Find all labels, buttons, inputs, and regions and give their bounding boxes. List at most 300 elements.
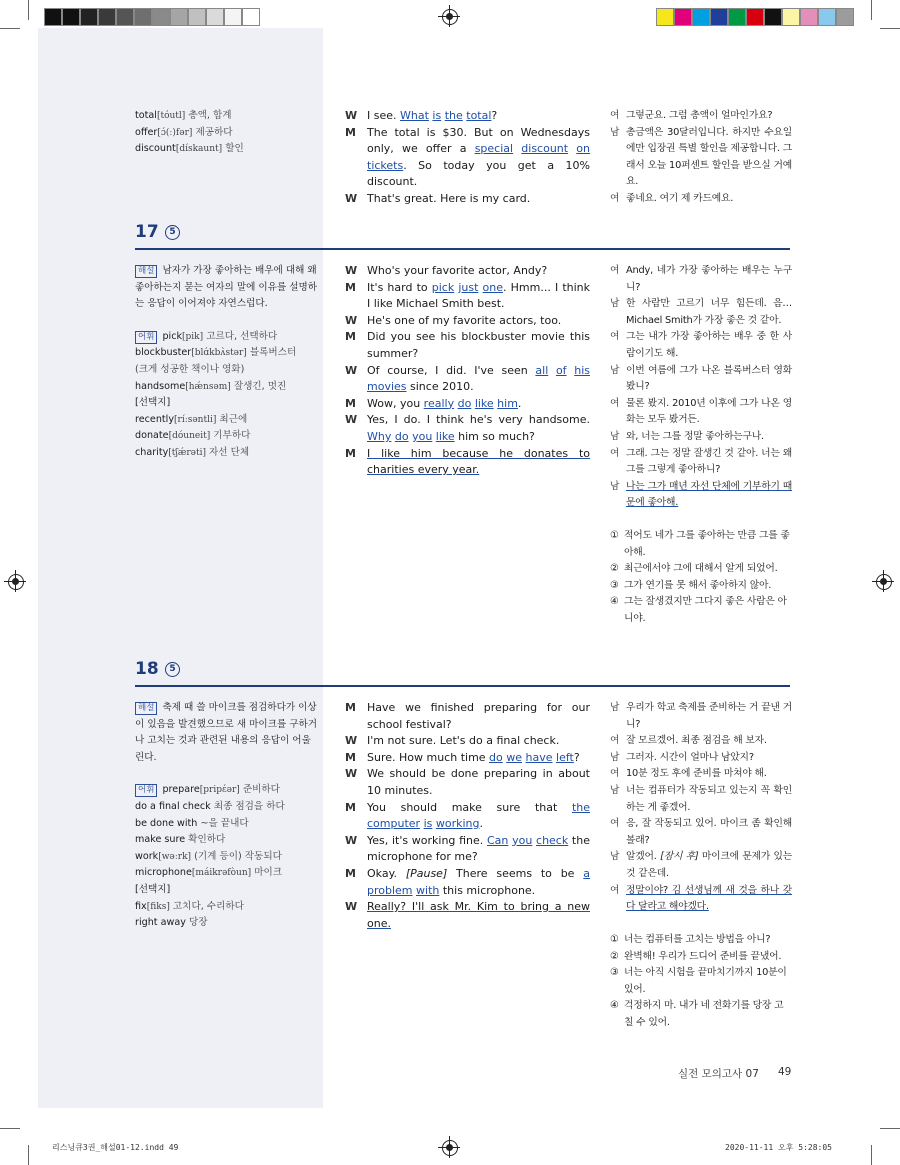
gray-swatch xyxy=(80,8,98,26)
dictation-blank: really xyxy=(423,396,455,410)
text-segment: Of course, I did. I've seen xyxy=(367,363,536,377)
choice-number: ② xyxy=(610,950,619,962)
choice-number: ① xyxy=(610,530,619,541)
vocab-row xyxy=(135,362,320,379)
vocab-row xyxy=(135,849,320,866)
explanation-text: 남자가 가장 좋아하는 배우에 대해 왜 좋아하는지 묻는 여자의 말에 이유를 설명하는 응답이 이어져야 자연스럽다. xyxy=(135,265,318,310)
vocab-word: prepare xyxy=(162,784,200,796)
text-segment: 응, 잘 작동되고 있어. 마이크 좀 확인해 볼래? xyxy=(626,818,792,846)
script-line xyxy=(610,191,792,208)
speaker-label: 여 xyxy=(610,884,620,896)
text-segment: He's one of my favorite actors, too. xyxy=(367,313,562,327)
answer-line: 정말이야? 김 선생님께 새 것을 하나 갖다 달라고 해야겠다. xyxy=(626,884,792,913)
section-rule xyxy=(135,685,790,687)
choice-number: ④ xyxy=(610,596,619,608)
speaker-label: 남 xyxy=(610,364,620,376)
answer-circle: 5 xyxy=(165,662,180,677)
vocab-meaning: 제공하다 xyxy=(195,126,233,138)
gray-swatch xyxy=(98,8,116,26)
script-line xyxy=(345,446,590,479)
text-segment: I'm not sure. Let's do a final check. xyxy=(367,734,560,748)
crop-mark xyxy=(28,0,29,20)
answer-choice xyxy=(610,578,792,595)
script-line xyxy=(345,750,590,767)
dictation-blank: is xyxy=(423,817,433,831)
registration-mark-left xyxy=(8,574,24,590)
vocab-word: total xyxy=(135,110,157,121)
q17-choices xyxy=(610,528,792,628)
line-text xyxy=(626,263,792,296)
speaker-label: 여 xyxy=(610,735,620,747)
dictation-blank: Can xyxy=(486,833,509,847)
text-segment: I see. xyxy=(367,109,400,122)
line-text xyxy=(367,800,590,833)
vocab-meaning: 고르다, 선택하다 xyxy=(206,330,278,342)
text-segment: Who's your favorite actor, Andy? xyxy=(367,264,548,277)
vocab-meaning: 당장 xyxy=(188,917,208,929)
vocab-row xyxy=(135,412,320,429)
vocab-meaning: 기부하다 xyxy=(213,430,251,442)
slug-file: 리스닝큐3권_해설01-12.indd 49 xyxy=(52,1143,179,1152)
dictation-blank: do xyxy=(394,429,409,443)
line-text xyxy=(626,108,792,125)
script-line xyxy=(345,700,590,733)
gray-swatch xyxy=(116,8,134,26)
vocab-meaning: 마이크 xyxy=(254,867,283,879)
script-line xyxy=(345,733,590,750)
choice-number: ③ xyxy=(610,579,619,591)
vocab-row xyxy=(135,882,320,899)
vocab-word: blockbuster xyxy=(135,347,192,359)
text-segment: 좋네요. 여기 제 카드예요. xyxy=(626,192,734,204)
dictation-blank: the xyxy=(444,109,463,122)
vocab-phonetic: [dóuneit] xyxy=(168,431,211,442)
script-line xyxy=(610,396,792,429)
script-line xyxy=(345,329,590,362)
registration-mark-bottom xyxy=(442,1140,458,1156)
line-text xyxy=(367,363,590,396)
dictation-blank: you xyxy=(412,429,433,443)
question-18-header xyxy=(135,659,180,679)
line-text xyxy=(626,479,792,512)
line-text xyxy=(367,396,590,413)
speaker-label: W xyxy=(345,833,358,847)
script-line xyxy=(345,800,590,833)
text-segment: We should be done preparing in about 10 minutes. xyxy=(367,767,590,797)
dictation-blank: we xyxy=(506,750,523,764)
dictation-blank: all xyxy=(535,363,549,377)
speaker-label: W xyxy=(345,413,358,427)
page-number: 49 xyxy=(778,1066,792,1078)
answer-choice xyxy=(610,932,792,949)
section-rule xyxy=(135,248,790,250)
script-line xyxy=(610,263,792,296)
script-line xyxy=(610,816,792,849)
script-line xyxy=(610,329,792,362)
vocab-word: offer xyxy=(135,126,158,138)
dictation-blank: a xyxy=(583,866,590,880)
gray-swatch xyxy=(44,8,62,26)
text-segment: . Hmm... I think I like Michael Smith best. xyxy=(367,280,591,311)
dictation-blank: with xyxy=(416,883,440,897)
vocab-word: right away xyxy=(135,917,186,929)
vocab-word: handsome xyxy=(135,380,186,392)
answer-choice xyxy=(610,998,792,1031)
q18-notes xyxy=(135,700,320,932)
crop-mark xyxy=(28,1145,29,1165)
speaker-label: W xyxy=(345,109,358,122)
text-segment: 그는 내가 가장 좋아하는 배우 중 한 사람이기도 해. xyxy=(626,331,792,359)
line-text xyxy=(626,363,792,396)
color-swatch xyxy=(746,8,764,26)
speaker-label: 여 xyxy=(610,110,620,121)
dictation-blank: have xyxy=(525,750,553,764)
text-segment: Have we finished preparing for our school festival? xyxy=(367,701,590,731)
line-text xyxy=(626,783,792,816)
color-bar xyxy=(656,8,854,26)
script-line xyxy=(345,263,590,280)
vocab-row xyxy=(135,428,320,445)
speaker-label: 여 xyxy=(610,397,620,409)
speaker-label: W xyxy=(345,191,358,205)
text-segment: 한 사람만 고르기 너무 힘든데. 음… Michael Smith가 가장 좋은 것 같아. xyxy=(626,298,792,326)
vocab-meaning: 준비하다 xyxy=(242,784,280,796)
vocab-word: recently xyxy=(135,413,174,425)
script-line xyxy=(345,108,590,125)
vocab-phonetic: [blɑ́kbʌ̀stər] xyxy=(191,348,247,359)
explanation xyxy=(135,263,320,313)
dictation-blank: like xyxy=(474,396,494,410)
slug-date: 2020-11-11 오후 5:28:05 xyxy=(725,1143,832,1152)
text-segment: 알겠어. xyxy=(626,851,661,863)
vocab-row xyxy=(135,782,320,799)
speaker-label: M xyxy=(345,330,356,344)
vocab-word: fix xyxy=(135,900,147,912)
answer-choice xyxy=(610,561,792,578)
vocab-phonetic: [tʃǽrəti] xyxy=(168,447,206,458)
vocab-phonetic: [pripέər] xyxy=(199,785,240,796)
dictation-blank: the xyxy=(571,800,590,814)
color-swatch xyxy=(692,8,710,26)
script-line xyxy=(610,296,792,329)
color-swatch xyxy=(818,8,836,26)
line-text xyxy=(626,700,792,733)
haeseol-tag: 해설 xyxy=(135,265,157,278)
answer-line: Really? I'll ask Mr. Kim to bring a new one. xyxy=(367,900,590,930)
text-segment: 10분 정도 후에 준비를 마쳐야 해. xyxy=(626,768,767,780)
dictation-blank: on xyxy=(576,142,590,156)
vocab-phonetic: [tóutl] xyxy=(156,111,186,121)
script-line xyxy=(345,396,590,413)
text-segment: There seems to be xyxy=(447,866,584,880)
vocab-word: charity xyxy=(135,446,169,458)
gray-swatch xyxy=(242,8,260,26)
vocab-meaning: 확인하다 xyxy=(188,834,226,846)
line-text xyxy=(626,429,792,446)
speaker-label: 남 xyxy=(610,702,620,713)
grayscale-bar xyxy=(44,8,260,26)
text-segment: this microphone. xyxy=(439,883,536,897)
dictation-blank: him xyxy=(497,396,518,410)
script-line xyxy=(345,899,590,932)
text-segment: Okay. xyxy=(367,866,406,880)
script-line xyxy=(610,479,792,512)
vocab-phonetic: [hǽnsəm] xyxy=(185,381,231,392)
vocab-phonetic: [fiks] xyxy=(146,901,170,912)
dictation-blank: pick xyxy=(431,280,455,294)
dictation-blank: of xyxy=(555,363,567,377)
dictation-blank: just xyxy=(458,280,479,294)
choice-text: 적어도 네가 그를 좋아하는 만큼 그를 좋아해. xyxy=(624,530,790,558)
choice-text: 그는 잘생겼지만 그다지 좋은 사람은 아니야. xyxy=(624,596,787,624)
speaker-label: M xyxy=(345,125,356,139)
crop-mark xyxy=(880,28,900,29)
vocab-word: make sure xyxy=(135,834,186,846)
stage-direction: [Pause] xyxy=(405,866,448,880)
gray-swatch xyxy=(170,8,188,26)
color-swatch xyxy=(656,8,674,26)
line-text xyxy=(367,733,590,750)
speaker-label: M xyxy=(345,396,356,410)
speaker-label: 남 xyxy=(610,430,620,442)
dictation-blank: you xyxy=(512,833,533,847)
line-text xyxy=(367,263,590,280)
vocab-phonetic: [ríːsəntli] xyxy=(174,414,217,425)
choice-number: ② xyxy=(610,563,619,575)
speaker-label: M xyxy=(345,750,356,764)
vocab-row xyxy=(135,915,320,932)
choice-text: 최근에서야 그에 대해서 알게 되었어. xyxy=(624,563,778,575)
line-text xyxy=(626,766,792,783)
script-line xyxy=(610,700,792,733)
question-17-header xyxy=(135,222,180,242)
line-text xyxy=(626,191,792,208)
script-line xyxy=(345,833,590,866)
script-line xyxy=(610,363,792,396)
vocab-list xyxy=(135,782,320,931)
text-segment: . xyxy=(479,817,483,831)
vocab-meaning: 자선 단체 xyxy=(209,446,250,458)
eohwi-tag: 어휘 xyxy=(135,331,157,344)
gray-swatch xyxy=(224,8,242,26)
text-segment: 이번 여름에 그가 나온 블록버스터 영화 봤니? xyxy=(626,364,792,393)
vocab-row xyxy=(135,125,320,142)
line-text xyxy=(626,883,792,916)
vocab-phonetic: [dískaunt] xyxy=(175,144,223,155)
text-segment: 마이크에 문제가 있는 것 같은데. xyxy=(626,851,793,879)
vocab-word: do a final check xyxy=(135,800,211,812)
line-text xyxy=(367,191,590,208)
script-line xyxy=(345,191,590,208)
text-segment: 그렇군요. 그럼 총액이 얼마인가요? xyxy=(626,110,773,121)
dictation-blank: computer xyxy=(367,817,421,831)
line-text xyxy=(626,446,792,479)
choice-number: ③ xyxy=(610,967,619,979)
registration-mark-right xyxy=(876,574,892,590)
q17-korean-translation xyxy=(610,263,792,512)
answer-choice xyxy=(610,965,792,998)
vocab-list xyxy=(135,329,320,462)
text-segment xyxy=(548,364,556,377)
vocab-meaning: (크게 성공한 책이나 영화) xyxy=(135,363,245,375)
speaker-label: 남 xyxy=(610,784,620,796)
text-segment: 너는 컴퓨터가 작동되고 있는지 꼭 확인하는 게 좋겠어. xyxy=(626,784,792,813)
vocab-meaning: 할인 xyxy=(225,143,244,155)
answer-circle: 5 xyxy=(165,225,180,240)
vocab-row xyxy=(135,379,320,396)
script-line xyxy=(610,733,792,750)
script-line xyxy=(345,363,590,396)
notes-panel-background xyxy=(38,28,323,1108)
dictation-blank: special xyxy=(474,142,514,156)
dictation-blank: problem xyxy=(367,883,413,897)
vocab-row xyxy=(135,108,320,125)
gray-swatch xyxy=(134,8,152,26)
speaker-label: M xyxy=(345,701,356,714)
script-line xyxy=(610,446,792,479)
color-swatch xyxy=(836,8,854,26)
line-text xyxy=(626,296,792,329)
script-line xyxy=(610,883,792,916)
vocab-word: [선택지] xyxy=(135,883,171,895)
vocab-notes-top xyxy=(135,108,320,158)
vocab-meaning: 최종 점검을 하다 xyxy=(213,800,285,812)
answer-choice xyxy=(610,949,792,966)
explanation xyxy=(135,700,320,766)
dictation-blank: one xyxy=(482,280,504,294)
line-text xyxy=(626,849,792,882)
line-text xyxy=(367,108,590,125)
vocab-meaning: 블록버스터 xyxy=(249,347,297,359)
line-text xyxy=(367,329,590,362)
text-segment: 우리가 학교 축제를 준비하는 거 끝낸 거니? xyxy=(626,702,792,730)
speaker-label: W xyxy=(345,363,358,377)
speaker-label: 남 xyxy=(610,298,620,310)
line-text xyxy=(367,280,590,313)
vocab-row xyxy=(135,816,320,833)
text-segment: Wow, you xyxy=(367,396,424,410)
eohwi-tag: 어휘 xyxy=(135,784,157,797)
script-line xyxy=(345,125,590,191)
text-segment: . So today you get a 10% discount. xyxy=(367,158,590,189)
vocab-meaning: 최근에 xyxy=(219,413,248,425)
color-swatch xyxy=(710,8,728,26)
choice-text: 걱정하지 마. 내가 네 전화기를 당장 고칠 수 있어. xyxy=(624,1000,784,1028)
text-segment: ? xyxy=(491,109,498,122)
color-swatch xyxy=(674,8,692,26)
vocab-row xyxy=(135,345,320,362)
dictation-blank: movies xyxy=(367,380,407,394)
script-line xyxy=(610,783,792,816)
speaker-label: M xyxy=(345,800,356,814)
speaker-label: M xyxy=(345,446,356,460)
gray-swatch xyxy=(62,8,80,26)
speaker-label: W xyxy=(345,734,358,748)
stage-direction: [잠시 후] xyxy=(660,851,699,863)
speaker-label: W xyxy=(345,264,358,277)
color-swatch xyxy=(764,8,782,26)
speaker-label: 남 xyxy=(610,126,620,138)
text-segment: since 2010. xyxy=(406,380,474,394)
script-line xyxy=(345,412,590,445)
line-text xyxy=(367,446,590,479)
script-line xyxy=(345,313,590,330)
dictation-blank: tickets xyxy=(367,158,404,172)
script-line xyxy=(345,280,590,313)
text-segment: You should make sure that xyxy=(367,800,572,814)
registration-mark-top xyxy=(442,9,458,25)
speaker-label: 여 xyxy=(610,768,620,780)
dictation-blank: do xyxy=(457,396,472,410)
script-line xyxy=(610,766,792,783)
speaker-label: W xyxy=(345,900,358,914)
vocab-phonetic: [máikrəfòun] xyxy=(191,868,252,879)
vocab-meaning: 총액, 합계 xyxy=(188,110,232,121)
line-text xyxy=(626,329,792,362)
vocab-phonetic: [wəːrk] xyxy=(158,851,192,862)
text-segment: Yes, I do. I think he's very handsome. xyxy=(367,413,590,427)
script-line xyxy=(610,429,792,446)
question-number: 17 xyxy=(135,222,159,242)
script-line xyxy=(610,849,792,882)
text-segment: the microphone for me? xyxy=(367,833,590,864)
vocab-phonetic: [pik] xyxy=(182,331,204,342)
line-text xyxy=(367,125,590,191)
crop-mark xyxy=(880,1128,900,1129)
speaker-label: 여 xyxy=(610,331,620,343)
line-text xyxy=(367,766,590,799)
line-text xyxy=(367,750,590,767)
script-line xyxy=(345,766,590,799)
dictation-blank: check xyxy=(536,833,569,847)
choice-text: 너는 아직 시험을 끝마치기까지 10분이 있어. xyxy=(624,967,787,995)
text-segment: him so much? xyxy=(454,429,535,443)
answer-line: I like him because he donates to charities every year. xyxy=(367,446,590,477)
crop-mark xyxy=(0,1128,20,1129)
choice-text: 완벽해! 우리가 드디어 준비를 끝냈어. xyxy=(624,950,782,962)
text-segment: It's hard to xyxy=(367,280,432,294)
script-line xyxy=(610,108,792,125)
speaker-label: 남 xyxy=(610,480,620,492)
crop-mark xyxy=(871,1145,872,1165)
vocab-row xyxy=(135,832,320,849)
choice-text: 너는 컴퓨터를 고치는 방법을 아니? xyxy=(624,934,771,945)
vocab-meaning: 고치다, 수리하다 xyxy=(172,900,244,912)
line-text xyxy=(367,866,590,899)
explanation-text: 축제 때 쓸 마이크를 점검하다가 이상이 있음을 발견했으므로 새 마이크를 구하거나 고치는 것과 관련된 내용의 응답이 어울린다. xyxy=(135,702,318,763)
dictation-blank: do xyxy=(489,750,503,764)
script-line xyxy=(610,750,792,767)
script-line xyxy=(610,125,792,191)
vocab-row xyxy=(135,395,320,412)
crop-mark xyxy=(0,28,20,29)
question-number: 18 xyxy=(135,659,159,679)
vocab-word: work xyxy=(135,850,159,862)
dictation-blank: left xyxy=(556,750,574,764)
text-segment: The total is $30. But on Wednesdays only, we offer a xyxy=(367,125,590,156)
speaker-label: 여 xyxy=(610,192,620,204)
q18-choices xyxy=(610,932,792,1032)
dictation-blank: discount xyxy=(521,142,569,156)
section-title: 실전 모의고사 07 xyxy=(678,1068,759,1080)
line-text xyxy=(626,125,792,191)
q18-korean-translation xyxy=(610,700,792,916)
crop-mark xyxy=(871,0,872,20)
vocab-row xyxy=(135,865,320,882)
speaker-label: W xyxy=(345,313,358,327)
vocab-word: microphone xyxy=(135,867,192,879)
line-text xyxy=(367,899,590,932)
